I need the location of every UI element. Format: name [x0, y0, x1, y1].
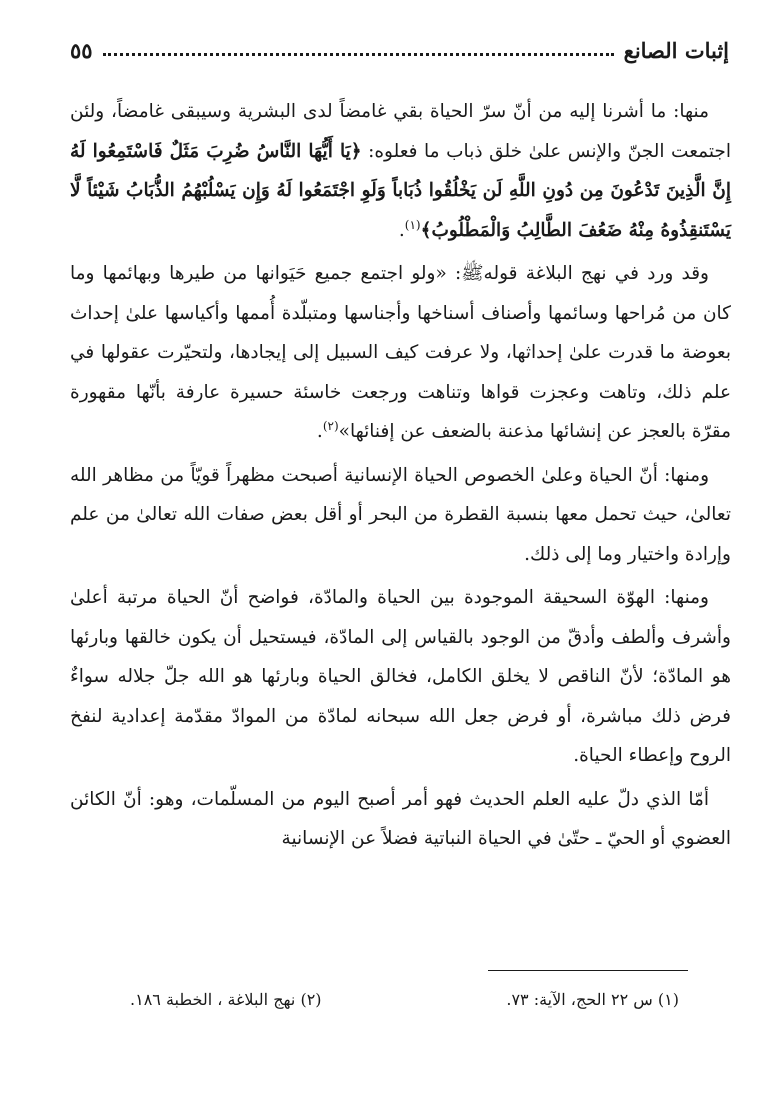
- footnote-separator: [488, 970, 688, 971]
- footnote-ref: (١): [404, 217, 421, 232]
- punctuation: .: [398, 219, 405, 241]
- leader-dots: [103, 53, 614, 56]
- footnotes: [130, 988, 679, 1012]
- paragraph: [70, 92, 731, 250]
- paragraph: أمّا الذي دلّ عليه العلم الحديث فهو أمر أصبح اليوم من المسلّمات، وهو: أنّ الكائن العضوي أو الحيّ ـ حتّىٰ في الحياة النباتية فضلاً عن الإنسانية: [70, 788, 731, 849]
- punctuation: .: [316, 421, 323, 442]
- paragraph: [70, 254, 731, 452]
- page-number: ٥٥: [70, 37, 93, 63]
- paragraph-text: وقد ورد في نهج البلاغة قولهﷺ: «ولو اجتمع جميع حَيَوانها من طيرها وبهائمها وما كان من مُراحها وسائمها وأصناف أسناخها وأجناسها ومتبلّدة أُممها وأكياسها علىٰ إحداث بعوضة ما قدرت علىٰ إحداثها، ولا عرفت كيف السبيل إلى إيجادها، ولتحيّرت عقولها في علم ذلك، وتاهت وعجزت قواها وتناهت ورجعت خاسئة حسيرة عارفة بأنّها مقهورة مقرّة بالعجز عن إنشائها مذعنة بالضعف عن إفنائها»: [70, 263, 731, 442]
- main-text: [70, 92, 731, 863]
- footnote-1: (١) س ٢٢ الحج، الآية: ٧٣.: [506, 990, 679, 1009]
- paragraph: ومنها: الهوّة السحيقة الموجودة بين الحياة والمادّة، فواضح أنّ الحياة مرتبة أعلىٰ وأشرف وألطف وأدقّ من الوجود بالقياس إلى المادّة، فيستحيل أن يكون خالقها وبارئها هو المادّة؛ لأنّ الناقص لا يخلق الكامل، فخالق الحياة وبارئها هو الله جلّ جلاله سواءٌ فرض ذلك مباشرة، أو فرض جعل الله سبحانه لمادّة من الموادّ مقدّمة إعدادية لنفخ الروح وإعطاء الحياة.: [70, 587, 731, 766]
- running-title: إثبات الصانع: [623, 37, 729, 63]
- paragraph-text: منها: ما أشرنا إليه من أنّ سرّ الحياة بقي غامضاً لدى البشرية وسيبقى غامضاً، ولئن اجتمعت الجنّ والإنس علىٰ خلق ذباب ما فعلوه:: [70, 101, 731, 162]
- footnote-ref: (٢): [322, 418, 339, 433]
- footnote-2: (٢) نهج البلاغة ، الخطبة ١٨٦.: [130, 990, 322, 1009]
- quran-verse: ﴿يَا أَيُّهَا النَّاسُ ضُرِبَ مَثَلٌ فَاسْتَمِعُوا لَهُ إِنَّ الَّذِينَ تَدْعُونَ مِن دُونِ اللَّهِ لَن يَخْلُقُوا ذُبَاباً وَلَوِ اجْتَمَعُوا لَهُ وَإِن يَسْلُبْهُمُ الذُّبَابُ شَيْئاً لَّا يَسْتَنقِذُوهُ مِنْهُ ضَعُفَ الطَّالِبُ وَالْمَطْلُوبُ﴾: [70, 140, 731, 241]
- running-header: [70, 30, 729, 70]
- paragraph: ومنها: أنّ الحياة وعلىٰ الخصوص الحياة الإنسانية أصبحت مظهراً قويّاً من مظاهر الله تعالىٰ، حيث تحمل معها بنسبة القطرة من البحر أو أقل بعض صفات الله تعالىٰ من علم وإرادة واختيار وما إلى ذلك.: [70, 464, 731, 565]
